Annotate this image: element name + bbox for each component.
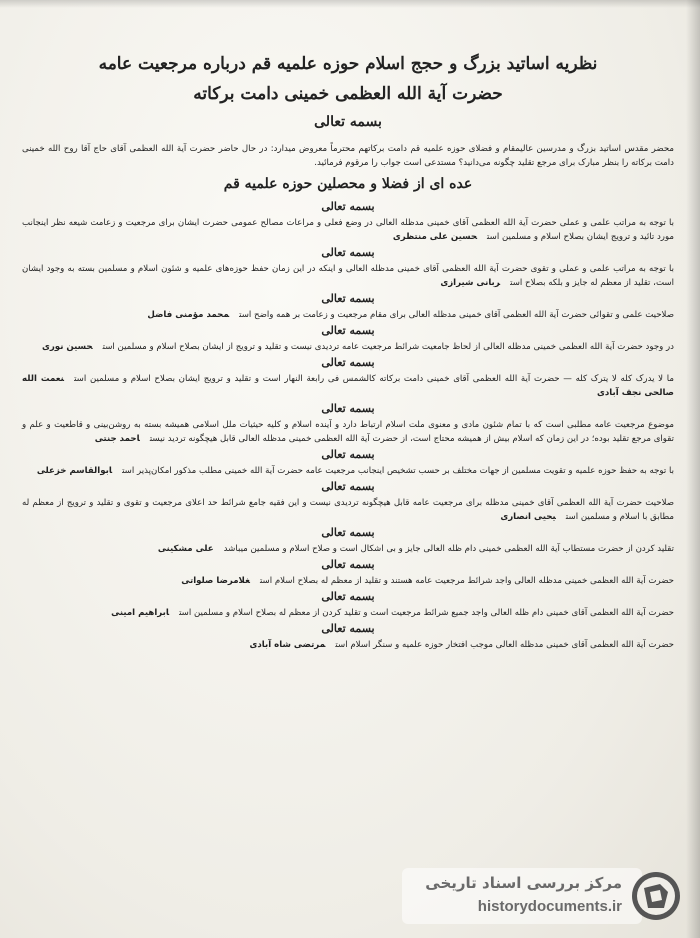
fatwa-text: حضرت آیة الله العظمی خمینی مدظله العالی واجد شرائط مرجعیت عامه هستند و تقلید از معظم له بصلاح اسلام است [259,576,674,586]
fatwa-paragraph [22,464,674,478]
section-heading: بسمه تعالی [321,292,375,305]
fatwa-paragraph [22,542,674,556]
fatwa-signature: ربانی شیرازی [440,278,501,288]
fatwa-paragraph [22,638,674,652]
fatwa-signature: غلامرضا صلواتی [181,576,250,586]
fatwa-text: در وجود حضرت آیة الله العظمی خمینی مدظله العالی از لحاظ جامعیت شرائط مرجعیت عامه تردیدی نیست و تقلید و ترویج از ایشان بصلاح اسلام و مسلمین است [102,342,674,352]
watermark-website: historydocuments.ir [477,898,622,915]
fatwa-paragraph [22,216,674,244]
fatwa-text: موضوع مرجعیت عامه مطلبی است که با تمام شئون مادی و معنوی ملت اسلام ارتباط دارد و آینده اسلام و کلیه حیثیات ملل اسلامی همیشه بسته به روشن‌بینی و قاطعیت و علم و تقوای مرجع تقلید بوده؛ در این زمان که اسلام بیش از همیشه محتاج است، از حضرت آیة الله العظمی خمینی مدظله العالی قابل هیچگونه تردید نیست [22,420,674,444]
fatwa-text: حضرت آیة الله العظمی آقای خمینی دام ظله العالی واجد جمیع شرائط مرجعیت است و تقلید کردن از معظم له بصلاح اسلام و مسلمین است [179,608,674,618]
section-heading: بسمه تعالی [321,356,375,369]
section-heading: بسمه تعالی [321,200,375,213]
section-heading: بسمه تعالی [321,246,375,259]
fatwa-paragraph [22,262,674,290]
watermark-archive-name: مرکز بررسی اسناد تاریخی [425,874,622,892]
fatwa-text: با توجه به حفظ حوزه علمیه و تقویت مسلمین از جهات مختلف بر حسب تشخیص اینجانب مرجعیت عامه حضرت آیة الله خمینی مطلب مذکور امکان‌پذیر است [122,466,674,476]
fatwa-paragraph [22,418,674,446]
section-heading: بسمه تعالی [321,526,375,539]
fatwa-signature: ابراهیم امینی [111,608,170,618]
fatwa-signature: یحیی انصاری [500,512,556,522]
section-heading: بسمه تعالی [321,622,375,635]
document-title-line1: نظریه اساتید بزرگ و حجج اسلام حوزه علمیه قم درباره مرجعیت عامه [98,54,598,74]
fatwa-paragraph [22,308,674,322]
page-right-shadow [686,0,700,938]
fatwa-signature: نعمت الله صالحی نجف آبادی [22,374,674,398]
fatwa-signature: احمد جنتی [94,434,140,444]
fatwa-text: با توجه به مراتب علمی و عملی و تقوی حضرت آیة الله العظمی آقای خمینی مدظله العالی و اینکه در این زمان حفظ حوزه‌های علمیه و شئون اسلام و مسلمین بسته به وجود ایشان است، تقلید از معظم له جایز و بلکه بصلاح است [22,264,674,288]
fatwa-text: تقلید کردن از حضرت مستطاب آیة الله العظمی خمینی دام ظله العالی جایز و بی اشکال است و صلاح اسلام و مسلمین میباشد [223,544,674,554]
section-heading: بسمه تعالی [321,448,375,461]
archive-logo-icon [630,870,682,922]
fatwa-text: صلاحیت حضرت آیة الله العظمی آقای خمینی مدظله برای مرجعیت عامه قابل هیچگونه تردیدی نیست و این فقیه جامع شرائط حد اعلای مرجعیت و تقوی و تقلید و ترویج از معظم له مطابق با اسلام و مسلمین است [22,498,674,522]
fatwa-signature: حسین نوری [41,342,93,352]
section-heading: بسمه تعالی [321,402,375,415]
fatwa-signature: ابوالقاسم خزعلی [36,466,113,476]
fatwa-text: صلاحیت علمی و تقوائی حضرت آیة الله العظمی آقای خمینی مدظله العالی برای مقام مرجعیت و زعامت بر همه واضح است [239,310,674,320]
fatwa-text: ما لا یدرک کله لا یترک کله — حضرت آیة الله العظمی آقای خمینی دامت برکاته کالشمس فی رابعة النهار است و تقلید و ترویج ایشان بصلاح اسلام و مسلمین است [74,374,674,384]
document-body [22,52,674,654]
fatwa-list [22,200,674,652]
fatwa-paragraph [22,606,674,620]
section-heading: بسمه تعالی [321,480,375,493]
intro-paragraph: محضر مقدس اساتید بزرگ و مدرسین عالیمقام و فضلای حوزه علمیه قم دامت برکاتهم محترماً معروض میدارد: در حال حاضر حضرت آیة الله العظمی آقای حاج آقا روح الله خمینی دامت برکاته را بنظر مبارک برای مرجع تقلید چگونه می‌دانید؟ مستدعی است جواب را مرقوم فرمائید. [22,144,674,168]
document-title-line2: حضرت آیة الله العظمی خمینی دامت برکاته [193,84,503,104]
archive-watermark [382,868,682,926]
fatwa-paragraph [22,372,674,400]
section-heading: بسمه تعالی [321,558,375,571]
section-heading: بسمه تعالی [321,324,375,337]
fatwa-signature: حسین علی منتظری [392,232,478,242]
fatwa-paragraph [22,340,674,354]
fatwa-paragraph [22,496,674,524]
page-top-shadow [0,0,700,8]
requesters-line: عده ای از فضلا و محصلین حوزه علمیه قم [223,176,473,192]
fatwa-signature: مرتضی شاه آبادی [249,640,326,650]
fatwa-signature: علی مشکینی [157,544,214,554]
fatwa-text: با توجه به مراتب علمی و عملی حضرت آیة الله العظمی آقای خمینی مدظله العالی در وضع فعلی و مراعات مصالح عمومی حضرت ایشان برای مرجعیت و زعامت شیعه نظر اینجانب مورد تائید و ترویج ایشان بصلاح اسلام و مسلمین است [22,218,674,242]
fatwa-signature: محمد مؤمنی فاضل [147,310,230,320]
section-heading: بسمه تعالی [321,590,375,603]
main-bismillah: بسمه تعالی [314,114,382,130]
fatwa-paragraph [22,574,674,588]
fatwa-text: حضرت آیة الله العظمی آقای خمینی مدظله العالی موجب افتخار حوزه علمیه و سنگر اسلام است [335,640,674,650]
